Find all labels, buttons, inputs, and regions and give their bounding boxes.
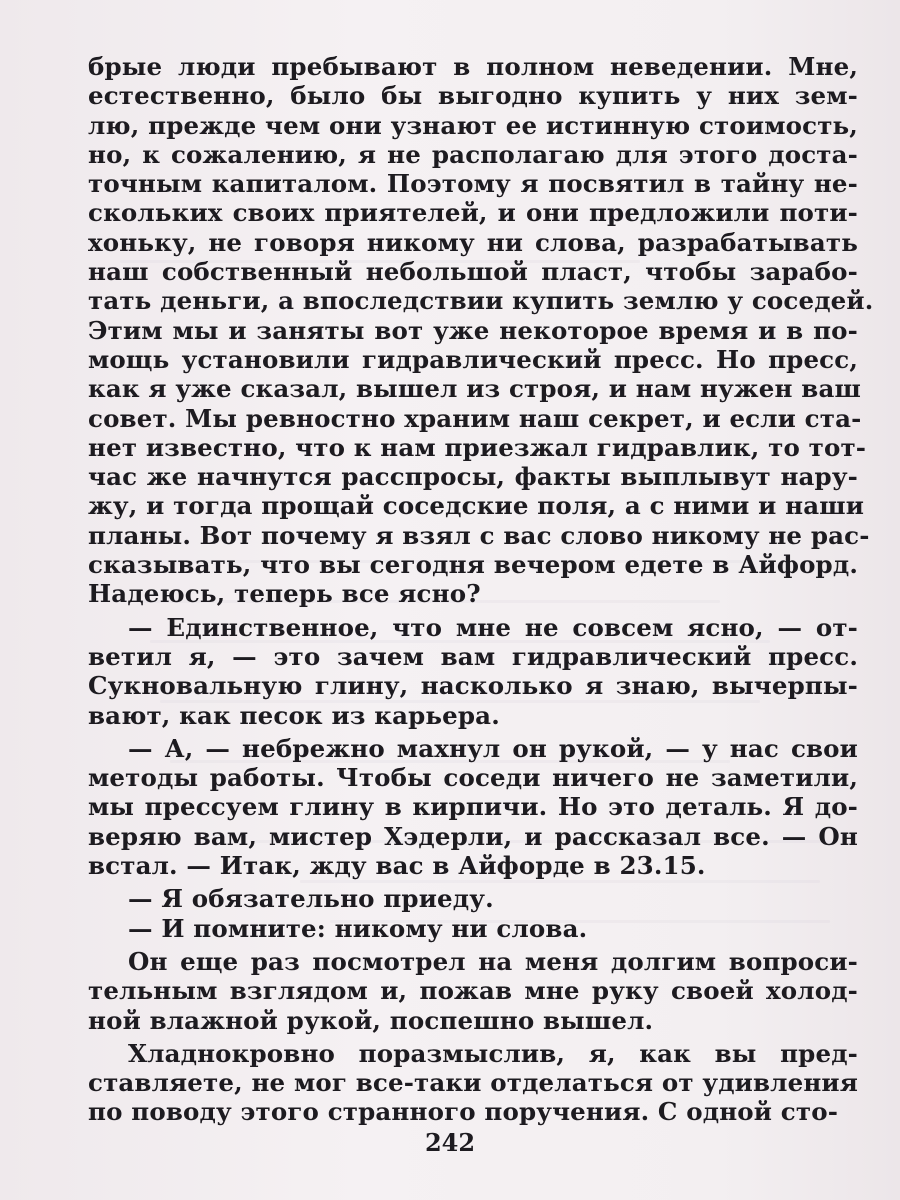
text-line: ставляете, не мог все-таки отделаться от удивления (88, 1068, 858, 1098)
text-line: Этим мы и заняты вот уже некоторое время и в по- (88, 315, 858, 345)
text-line: точным капиталом. Поэтому я посвятил в тайну не- (88, 169, 858, 199)
text-line: хоньку, не говоря никому ни слова, разрабатывать (88, 227, 858, 257)
text-line: жу, и тогда прощай соседские поля, а с ними и наши (88, 491, 865, 521)
text-line: — И помните: никому ни слова. (128, 913, 588, 943)
text-line: методы работы. Чтобы соседи ничего не заметили, (88, 763, 858, 793)
text-line: совет. Мы ревностно храним наш секрет, и если ста- (88, 403, 862, 433)
text-line: Надеюсь, теперь все ясно? (88, 579, 481, 609)
text-line: час же начнутся расспросы, факты выплывут нару- (88, 462, 858, 492)
text-line: но, к сожалению, я не располагаю для этого доста- (88, 139, 858, 169)
text-line: планы. Вот почему я взял с вас слово никому не рас- (88, 520, 870, 550)
text-line: лю, прежде чем они узнают ее истинную стоимость, (88, 110, 858, 140)
text-line: Он еще раз посмотрел на меня долгим вопроси- (128, 946, 858, 976)
text-line: тельным взглядом и, пожав мне руку своей холод- (88, 976, 858, 1006)
text-line: сказывать, что вы сегодня вечером едете в Айфорд. (88, 550, 858, 580)
text-line: брые люди пребывают в полном неведении. Мне, (88, 52, 858, 81)
text-line: мощь установили гидравлический пресс. Но пресс, (88, 344, 858, 374)
text-line: скольких своих приятелей, и они предложили поти- (88, 198, 858, 228)
text-line: встал. — Итак, жду вас в Айфорде в 23.15. (88, 851, 706, 881)
text-line: наш собственный небольшой пласт, чтобы зарабо- (88, 257, 858, 287)
page-body-text (88, 52, 874, 1127)
text-line: ной влажной рукой, поспешно вышел. (88, 1005, 654, 1035)
page-number: 242 (424, 1128, 476, 1157)
text-line: как я уже сказал, вышел из строя, и нам нужен ваш (88, 374, 861, 404)
text-line: нет известно, что к нам приезжал гидравлик, то тот- (88, 432, 867, 462)
text-line: Сукновальную глину, насколько я знаю, вычерпы- (88, 671, 858, 701)
text-line: веряю вам, мистер Хэдерли, и рассказал все. — Он (88, 821, 858, 851)
text-line: — Я обязательно приеду. (128, 884, 494, 914)
text-line: мы прессуем глину в кирпичи. Но это деталь. Я до- (88, 792, 858, 822)
text-line: вают, как песок из карьера. (88, 700, 500, 730)
text-line: естественно, было бы выгодно купить у них зем- (88, 81, 858, 111)
text-line: — Единственное, что мне не совсем ясно, — от- (128, 612, 858, 642)
text-line: по поводу этого странного поручения. С одной сто- (88, 1097, 839, 1127)
text-line: тать деньги, а впоследствии купить землю у соседей. (88, 286, 874, 316)
text-line: Хладнокровно поразмыслив, я, как вы пред- (128, 1038, 858, 1068)
text-line: — А, — небрежно махнул он рукой, — у нас свои (128, 733, 858, 763)
text-line: ветил я, — это зачем вам гидравлический пресс. (88, 641, 858, 671)
